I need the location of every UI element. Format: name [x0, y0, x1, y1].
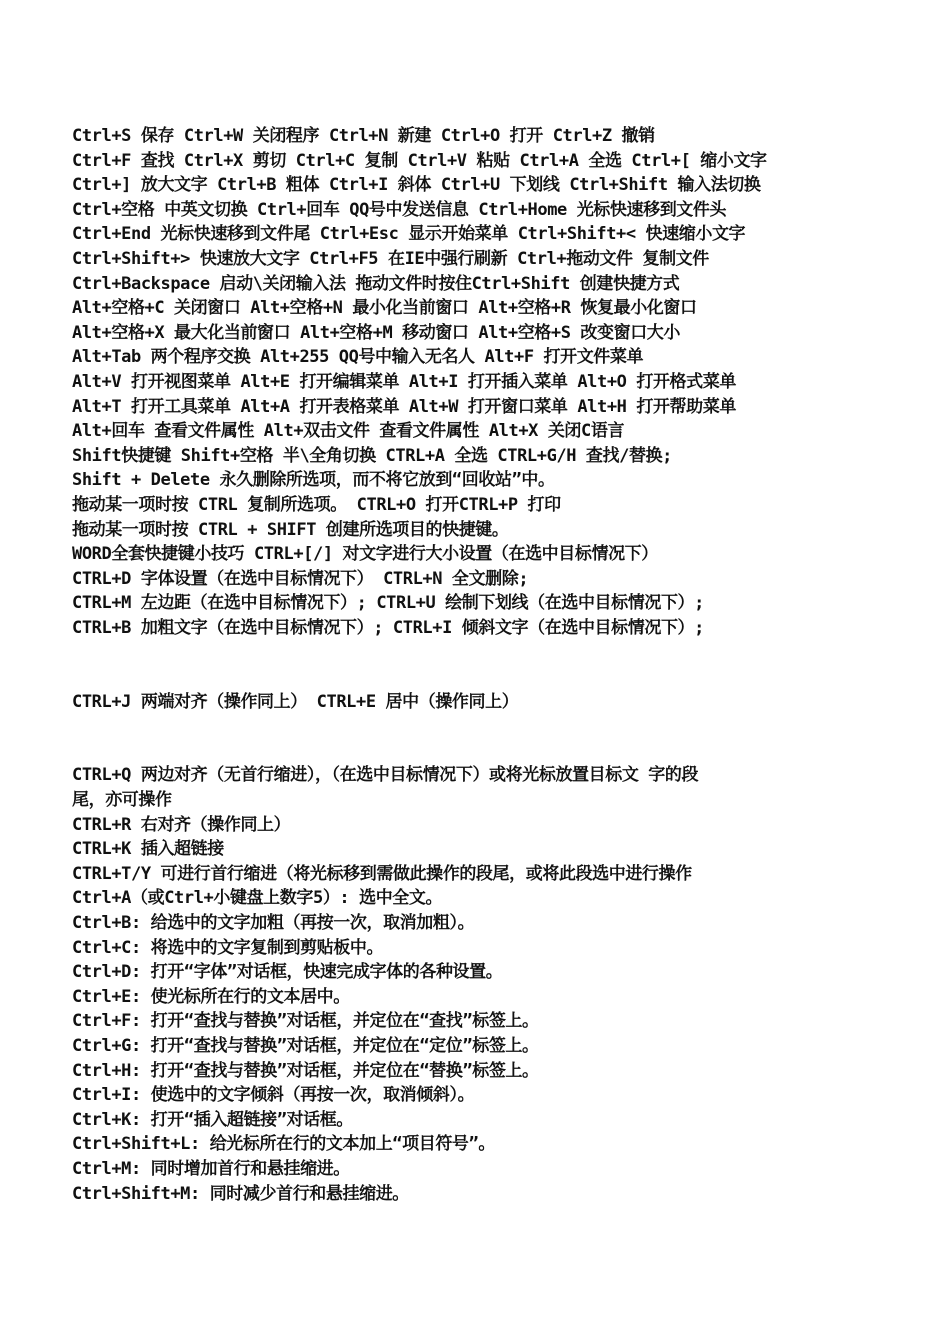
text-line: CTRL+T/Y 可进行首行缩进（将光标移到需做此操作的段尾，或将此段选中进行操作 — [72, 863, 692, 884]
text-line: Ctrl+F: 打开“查找与替换”对话框，并定位在“查找”标签上。 — [72, 1011, 539, 1032]
spacer — [72, 640, 902, 665]
text-line: Ctrl+K: 打开“插入超链接”对话框。 — [72, 1109, 353, 1130]
spacer — [72, 665, 902, 690]
text-line: Ctrl+B: 给选中的文字加粗（再按一次，取消加粗）。 — [72, 913, 475, 933]
text-line: 尾，亦可操作 — [72, 790, 172, 811]
text-line: Shift + Delete 永久删除所选项，而不将它放到“回收站”中。 — [72, 470, 555, 491]
text-line: Ctrl+G: 打开“查找与替换”对话框，并定位在“定位”标签上。 — [72, 1035, 539, 1056]
spacer — [72, 739, 902, 764]
text-line: Ctrl+Shift+L: 给光标所在行的文本加上“项目符号”。 — [72, 1134, 495, 1155]
text-line: Ctrl+M: 同时增加首行和悬挂缩进。 — [72, 1158, 350, 1179]
text-line: Ctrl+空格 中英文切换 Ctrl+回车 QQ号中发送信息 Ctrl+Home 光标快速移到文件头 — [72, 199, 727, 220]
text-line: Ctrl+] 放大文字 Ctrl+B 粗体 Ctrl+I 斜体 Ctrl+U 下划线 Ctrl+Shift 输入法切换 — [72, 175, 761, 196]
text-line: Ctrl+I: 使选中的文字倾斜（再按一次，取消倾斜）。 — [72, 1085, 475, 1106]
text-line: Ctrl+C: 将选中的文字复制到剪贴板中。 — [72, 937, 384, 958]
text-line: CTRL+R 右对齐（操作同上） — [72, 814, 291, 835]
text-line: Alt+T 打开工具菜单 Alt+A 打开表格菜单 Alt+W 打开窗口菜单 Alt+H 打开帮助菜单 — [72, 396, 736, 417]
text-line: Ctrl+E: 使光标所在行的文本居中。 — [72, 986, 350, 1007]
text-line: Ctrl+D: 打开“字体”对话框，快速完成字体的各种设置。 — [72, 962, 503, 983]
text-line: Alt+V 打开视图菜单 Alt+E 打开编辑菜单 Alt+I 打开插入菜单 Alt+O 打开格式菜单 — [72, 371, 736, 392]
text-line: CTRL+M 左边距（在选中目标情况下）; CTRL+U 绘制下划线（在选中目标情况下）; — [72, 593, 704, 614]
text-line: 拖动某一项时按 CTRL + SHIFT 创建所选项目的快捷键。 — [72, 519, 509, 540]
text-line: Ctrl+Backspace 启动\关闭输入法 拖动文件时按住Ctrl+Shift 创建快捷方式 — [72, 273, 680, 294]
shortcut-list-general — [72, 124, 902, 640]
spacer — [72, 714, 902, 739]
text-line: Shift快捷键 Shift+空格 半\全角切换 CTRL+A 全选 CTRL+G/H 查找/替换; — [72, 445, 672, 466]
shortcut-list-word — [72, 763, 902, 1206]
text-line: Alt+空格+C 关闭窗口 Alt+空格+N 最小化当前窗口 Alt+空格+R 恢复最小化窗口 — [72, 298, 697, 319]
text-line: Alt+回车 查看文件属性 Alt+双击文件 查看文件属性 Alt+X 关闭C语言 — [72, 421, 625, 442]
text-line: Ctrl+H: 打开“查找与替换”对话框，并定位在“替换”标签上。 — [72, 1060, 539, 1081]
text-line: CTRL+K 插入超链接 — [72, 839, 224, 860]
text-line: CTRL+D 字体设置（在选中目标情况下） CTRL+N 全文删除; — [72, 568, 529, 589]
text-line: Ctrl+A（或Ctrl+小键盘上数字5）: 选中全文。 — [72, 888, 443, 909]
text-line: CTRL+B 加粗文字（在选中目标情况下）; CTRL+I 倾斜文字（在选中目标情况下）; — [72, 617, 704, 638]
text-line: Alt+Tab 两个程序交换 Alt+255 QQ号中输入无名人 Alt+F 打开文件菜单 — [72, 347, 644, 368]
text-line: Ctrl+S 保存 Ctrl+W 关闭程序 Ctrl+N 新建 Ctrl+O 打开 Ctrl+Z 撤销 — [72, 126, 655, 146]
text-line: WORD全套快捷键小技巧 CTRL+[/] 对文字进行大小设置（在选中目标情况下） — [72, 544, 658, 565]
document-page — [72, 124, 902, 1206]
text-line: Ctrl+Shift+> 快速放大文字 Ctrl+F5 在IE中强行刷新 Ctrl+拖动文件 复制文件 — [72, 248, 709, 269]
text-line: Ctrl+End 光标快速移到文件尾 Ctrl+Esc 显示开始菜单 Ctrl+Shift+< 快速缩小文字 — [72, 224, 746, 245]
text-line-align: CTRL+J 两端对齐（操作同上） CTRL+E 居中（操作同上） — [72, 691, 519, 712]
text-line: Ctrl+F 查找 Ctrl+X 剪切 Ctrl+C 复制 Ctrl+V 粘贴 Ctrl+A 全选 Ctrl+[ 缩小文字 — [72, 150, 767, 171]
text-line: Ctrl+Shift+M: 同时减少首行和悬挂缩进。 — [72, 1183, 409, 1204]
text-line: Alt+空格+X 最大化当前窗口 Alt+空格+M 移动窗口 Alt+空格+S 改变窗口大小 — [72, 322, 681, 343]
text-line: 拖动某一项时按 CTRL 复制所选项。 CTRL+O 打开CTRL+P 打印 — [72, 494, 561, 515]
text-line: CTRL+Q 两边对齐（无首行缩进），（在选中目标情况下）或将光标放置目标文 字的段 — [72, 765, 699, 786]
